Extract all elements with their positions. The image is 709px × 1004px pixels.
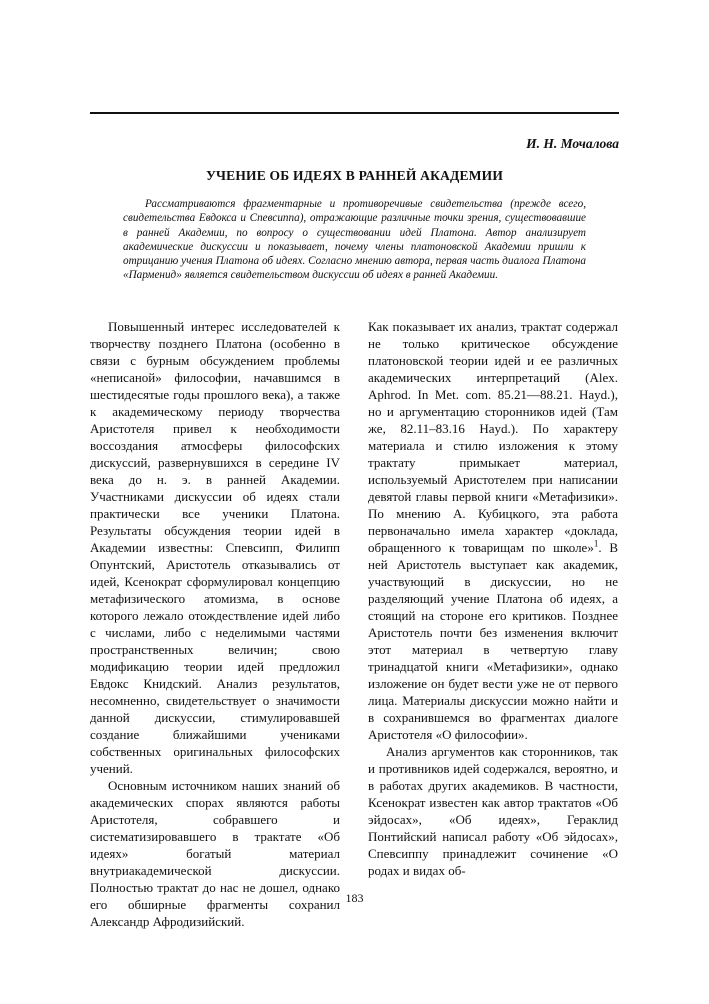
paragraph: Анализ аргументов как сторонников, так и противников идей содержался, вероятно, и в работах других академиков. В частности, Ксенократ известен как автор трактатов «Об эйдосах», «Об идеях», Гераклид Понтийский написал работу «Об эйдосах», Спевсиппу принадлежит сочинение «О родах и видах об-: [368, 744, 618, 878]
paragraph-text: Как показывает их анализ, трактат содержал не только критическое обсуждение платоновской теории идей и ее различных академических интерпретаций (Alex. Aphrod. In Met. com. 85.21—88.21. Hayd.), но и аргументацию сторонников идей (Там же, 82.11–83.16 Hayd.). По характеру материала и стилю изложения к этому трактату примыкает материал, используемый Аристотелем при написании девятой главы первой книги «Метафизики». По мнению А. Кубицкого, эта работа первоначально имела характер «доклада, обращенного к товарищам по школе»: [368, 319, 618, 555]
author-name: И. Н. Мочалова: [526, 136, 619, 151]
article-title: УЧЕНИЕ ОБ ИДЕЯХ В РАННЕЙ АКАДЕМИИ: [205, 168, 504, 183]
header-rule: [90, 112, 619, 114]
paragraph: Повышенный интерес исследователей к творчеству позднего Платона (особенно в связи с бурным обсуждением проблемы «неписаной» философии, начавшимся в шестидесятые годы прошлого века), а также к академическому периоду творчества Аристотеля привел к необходимости воссоздания атмосферы философских дискуссий, развернувшихся в середине IV века до н. э. в ранней Академии. Участниками дискуссии об идеях стали практически все ученики Платона. Результаты обсуждения теории идей в Академии известны: Спевсипп, Филипп Опунтский, Аристотель отказывались от идей, Ксенократ сформулировал концепцию метафизического атомизма, в основе которого лежало отождествление идей либо с числами, либо с неделимыми частями пространственных величин; свою модификацию теории идей предложил Евдокс Книдский. Анализ результатов, несомненно, свидетельствует о значимости данной дискуссии, стимулировавшей создание ближайшими учениками собственных оригинальных философских учений.: [90, 319, 340, 776]
paragraph: Основным источником наших знаний об академических спорах являются работы Аристотеля, собравшего и систематизировавшего в трактате «Об идеях» богатый материал внутриакадемической дискуссии. Полностью трактат до нас не дошел, однако его обширные фрагменты сохранил Александр Афродизийский.: [90, 778, 340, 929]
paragraph-text: . В ней Аристотель выступает как академик, участвующий в дискуссии, но не разделяющий учение Платона об идеях, а стоящий на стороне его критиков. Позднее Аристотель почти без изменения включит этот материал в четвертую главу тринадцатой книги «Метафизики», однако изложение он будет вести уже не от первого лица. Материалы дискуссии можно найти и в сохранившемся во фрагментах диалоге Аристотеля «О философии».: [368, 540, 618, 742]
left-column: [90, 318, 340, 930]
right-column: [368, 318, 618, 879]
footnote-marker[interactable]: 1: [593, 538, 599, 549]
page-number: 183: [345, 891, 364, 905]
abstract: Рассматриваются фрагментарные и противоречивые свидетельства (прежде всего, свидетельства Евдокса и Спевсиппа), отражающие различные точки зрения, существовавшие в ранней Академии, по вопросу о существовании идей Платона. Автор анализирует академические дискуссии и показывает, почему члены платоновской Академии пришли к отрицанию учения Платона об идеях. Согласно мнению автора, первая часть диалога Платона «Парменид» является свидетельством дискуссии об идеях в ранней Академии.: [123, 198, 586, 282]
paragraph: [368, 318, 618, 743]
